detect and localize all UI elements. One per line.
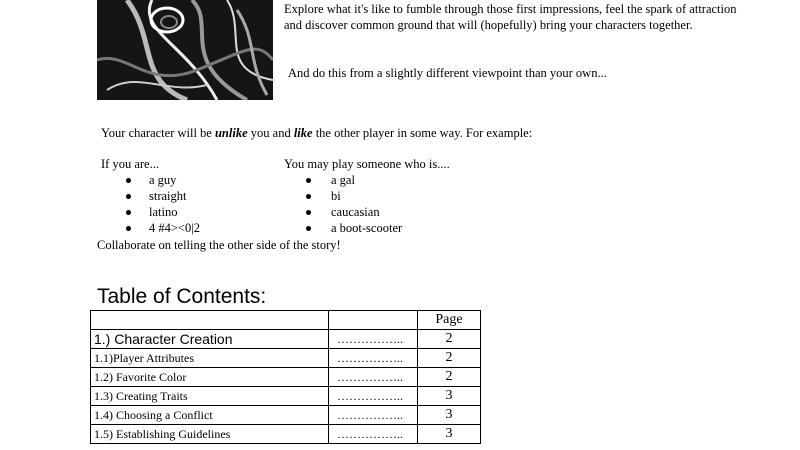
- table-row: [91, 425, 481, 444]
- toc-entry-dots: ……………..: [329, 330, 418, 349]
- toc-title: Table of Contents:: [97, 285, 267, 308]
- bullet-icon: [126, 210, 131, 215]
- unlike-like-sentence: [101, 125, 532, 141]
- sentence-part-2: you and: [247, 126, 294, 140]
- toc-entry-page: 3: [418, 425, 481, 444]
- toc-entry-title[interactable]: 1.1)Player Attributes: [91, 349, 329, 368]
- if-you-are-column: [101, 156, 200, 236]
- table-of-contents: [90, 310, 481, 444]
- toc-entry-title[interactable]: 1.5) Establishing Guidelines: [91, 425, 329, 444]
- left-list: [101, 172, 200, 236]
- list-item: a guy: [101, 172, 200, 188]
- collaborate-line: Collaborate on telling the other side of the story!: [97, 238, 341, 252]
- bullet-icon: [306, 210, 311, 215]
- toc-entry-page: 2: [418, 368, 481, 387]
- sentence-part-1: Your character will be: [101, 126, 215, 140]
- bullet-icon: [126, 226, 131, 231]
- list-item: straight: [101, 188, 200, 204]
- list-item: a boot-scooter: [284, 220, 450, 236]
- table-row: [91, 349, 481, 368]
- list-item: a gal: [284, 172, 450, 188]
- toc-entry-page: 2: [418, 330, 481, 349]
- bullet-icon: [126, 194, 131, 199]
- left-heading: If you are...: [101, 157, 159, 171]
- table-row: [91, 406, 481, 425]
- table-row: [91, 330, 481, 349]
- toc-entry-page: 3: [418, 387, 481, 406]
- list-item: latino: [101, 204, 200, 220]
- toc-header-dots: [329, 311, 418, 330]
- list-item: caucasian: [284, 204, 450, 220]
- cover-image: [97, 0, 273, 100]
- toc-entry-page: 2: [418, 349, 481, 368]
- list-item: bi: [284, 188, 450, 204]
- toc-entry-title[interactable]: 1.2) Favorite Color: [91, 368, 329, 387]
- toc-entry-title[interactable]: 1.4) Choosing a Conflict: [91, 406, 329, 425]
- toc-entry-page: 3: [418, 406, 481, 425]
- toc-entry-dots: ……………..: [329, 406, 418, 425]
- toc-entry-title[interactable]: 1.3) Creating Traits: [91, 387, 329, 406]
- right-list: [284, 172, 450, 236]
- toc-header-page: Page: [418, 311, 481, 330]
- toc-entry-dots: ……………..: [329, 368, 418, 387]
- unlike-emphasis: unlike: [214, 126, 248, 140]
- right-heading: You may play someone who is....: [284, 157, 450, 171]
- like-emphasis: like: [293, 126, 313, 140]
- intro-paragraph: Explore what it's like to fumble through those first impressions, feel the spark of attraction and discover common ground that will (hopefully) bring your characters together.: [284, 2, 737, 32]
- table-row: [91, 387, 481, 406]
- list-item: 4 #4><0|2: [101, 220, 200, 236]
- bullet-icon: [306, 226, 311, 231]
- toc-entry-dots: ……………..: [329, 425, 418, 444]
- bullet-icon: [126, 178, 131, 183]
- toc-header-title: [91, 311, 329, 330]
- intro-paragraph-2: And do this from a slightly different viewpoint than your own...: [288, 66, 607, 80]
- abstract-swirl-image: [97, 0, 273, 100]
- you-may-play-column: [284, 156, 450, 236]
- toc-entry-dots: ……………..: [329, 349, 418, 368]
- table-row: [91, 368, 481, 387]
- toc-entry-title[interactable]: 1.) Character Creation: [91, 330, 329, 349]
- bullet-icon: [306, 178, 311, 183]
- toc-entry-dots: ……………..: [329, 387, 418, 406]
- sentence-part-3: the other player in some way. For example:: [312, 126, 533, 140]
- toc-header-row: [91, 311, 481, 330]
- bullet-icon: [306, 194, 311, 199]
